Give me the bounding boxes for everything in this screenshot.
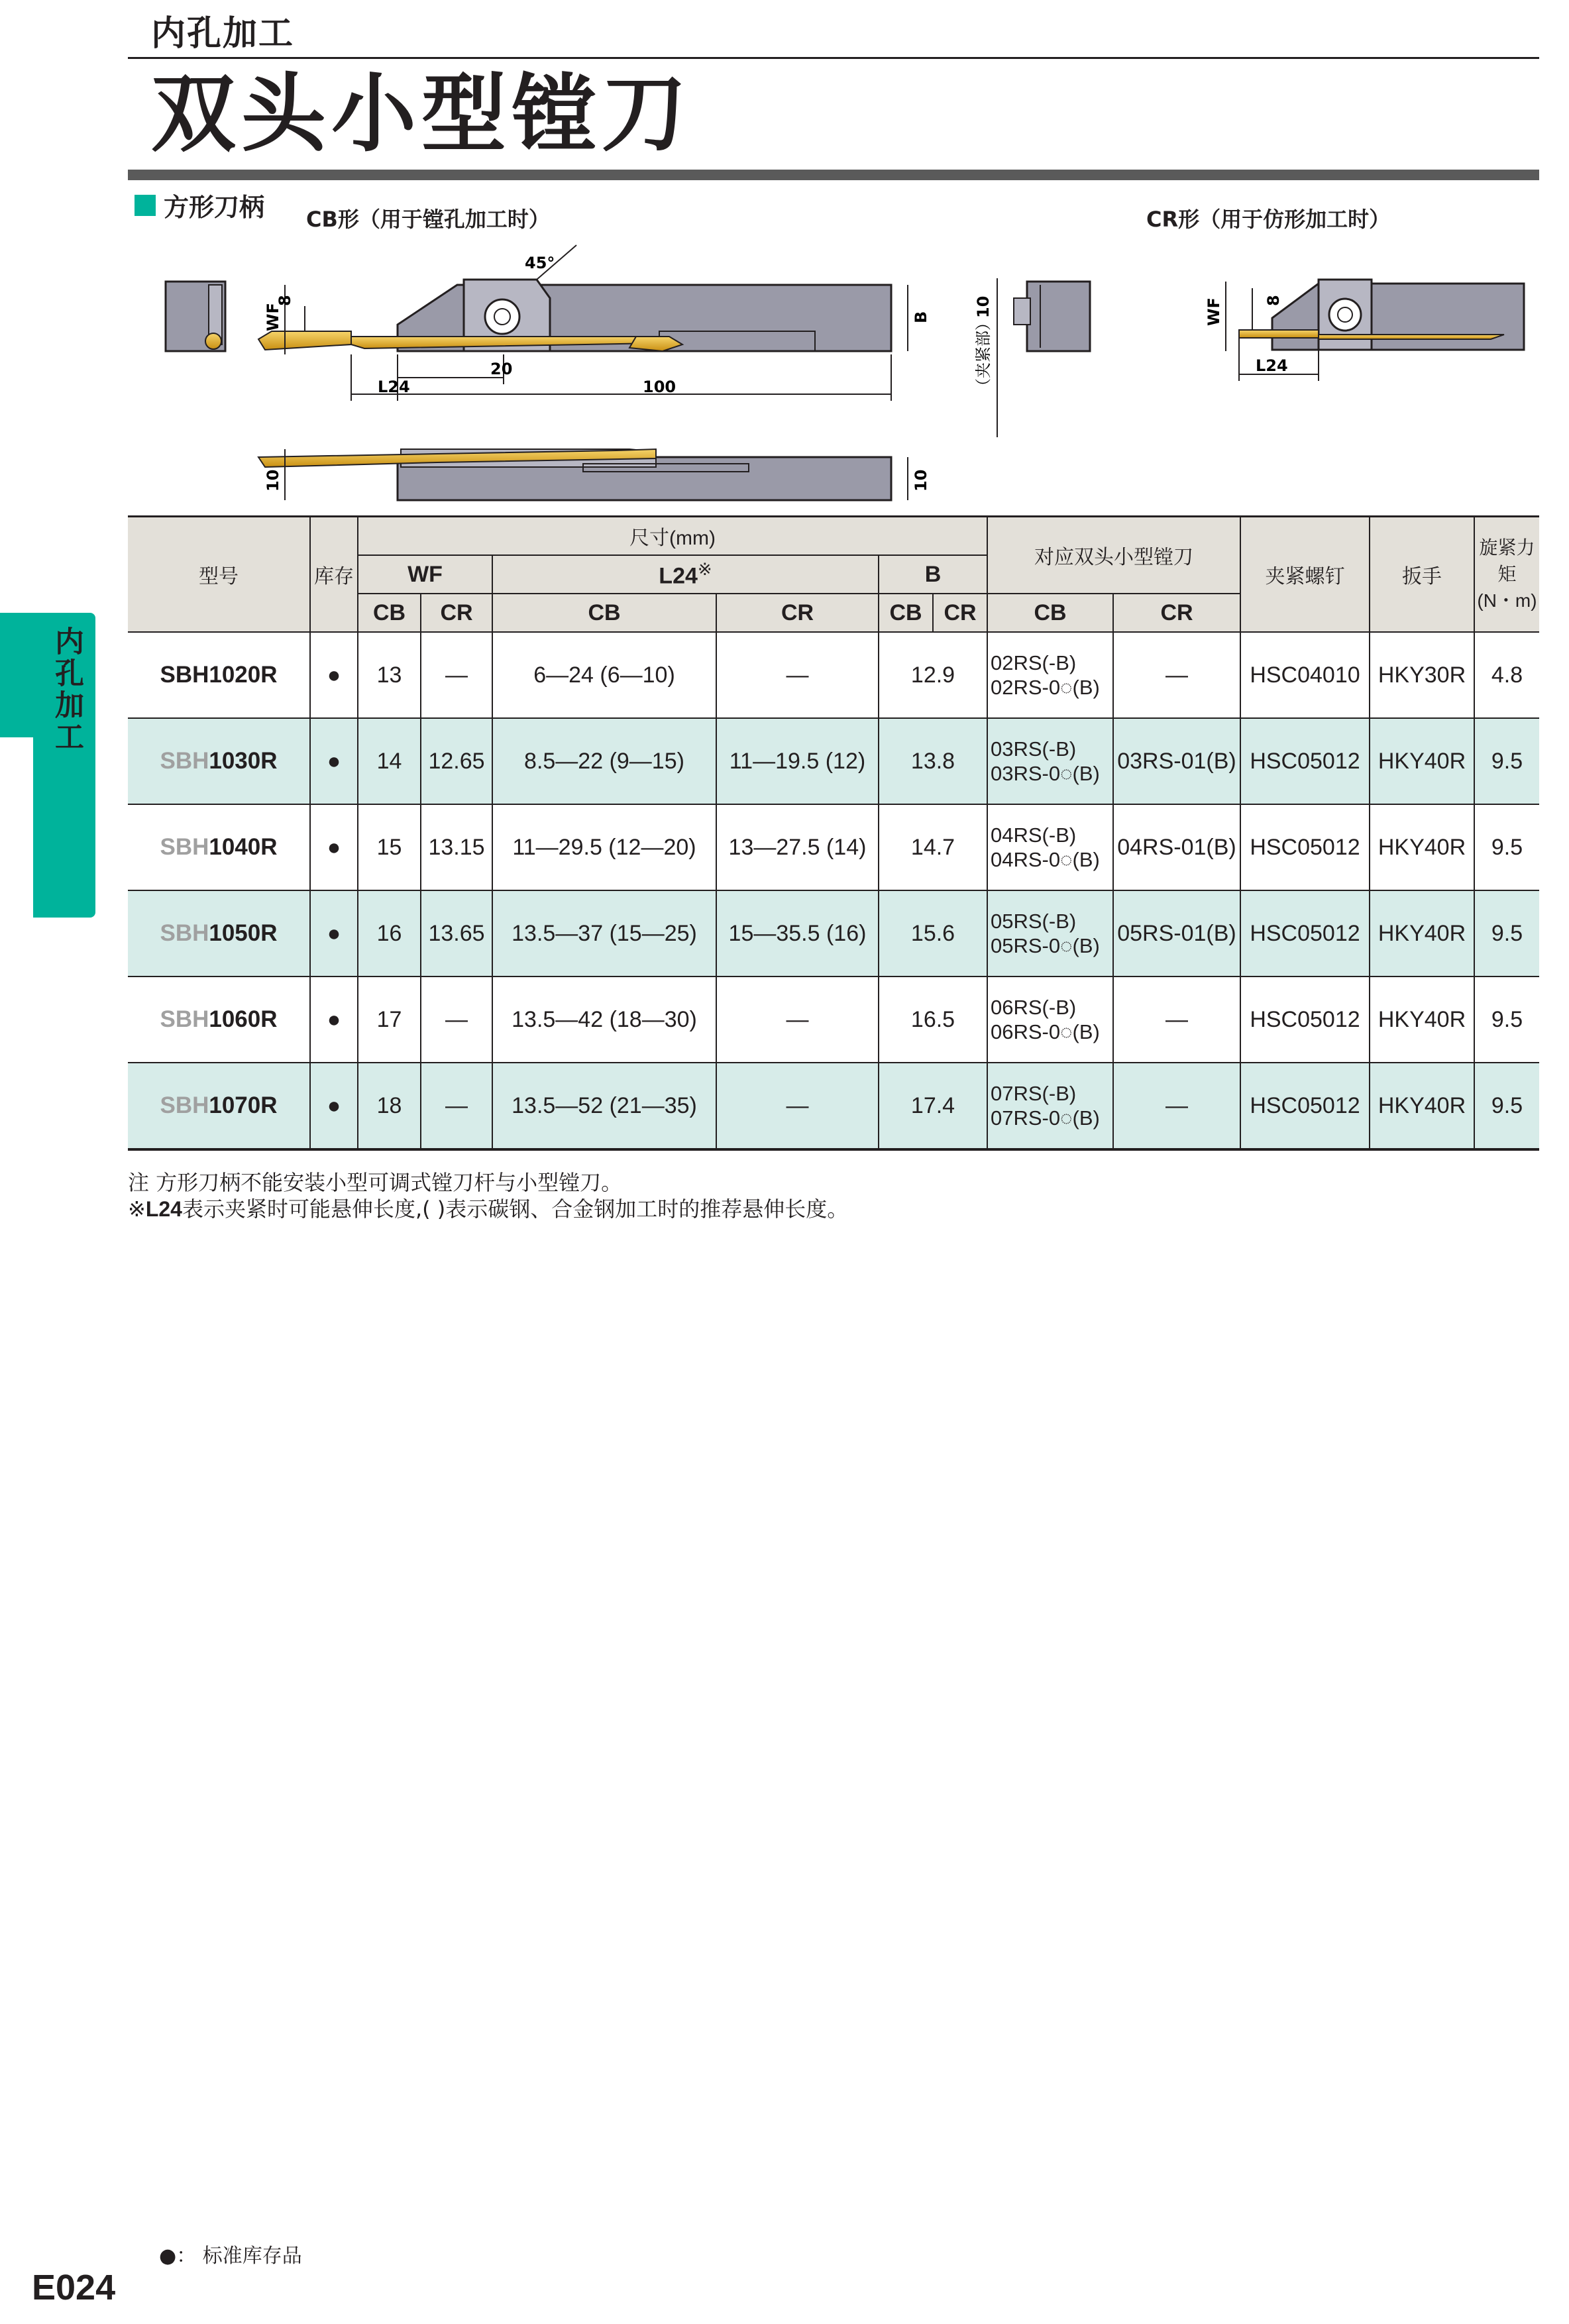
bars-cb xyxy=(987,804,1113,890)
note-2 xyxy=(128,1192,848,1223)
dim-8: 8 xyxy=(276,295,294,306)
col-wrench: 扳手 xyxy=(1370,517,1474,633)
bars-cb xyxy=(987,977,1113,1063)
wrench: HKY40R xyxy=(1370,977,1474,1063)
screw: HSC05012 xyxy=(1240,718,1370,804)
dim-l24: L24 xyxy=(378,378,410,396)
table-row xyxy=(128,804,1539,890)
page-number: E024 xyxy=(32,2268,116,2307)
bar-cb-1: 06RS(-B) xyxy=(991,996,1077,1019)
stock-dot: ● xyxy=(310,1063,358,1149)
note-2-mark: ※ xyxy=(128,1196,146,1222)
cr-dim-wf: WF xyxy=(1205,297,1223,326)
col-wf-cb: CB xyxy=(358,594,421,632)
dim-100: 100 xyxy=(643,378,676,396)
dim-b: B xyxy=(912,311,930,323)
header-rule xyxy=(128,57,1539,59)
top-view xyxy=(258,449,930,500)
bar-cb-1: 07RS(-B) xyxy=(991,1082,1077,1105)
col-bars-cb: CB xyxy=(987,594,1113,632)
model-cell xyxy=(128,804,310,890)
bars-cr: — xyxy=(1113,1063,1240,1149)
col-b-cr: CR xyxy=(933,594,987,632)
wf-cr: — xyxy=(421,977,492,1063)
col-torque xyxy=(1474,517,1539,633)
wf-cb: 14 xyxy=(358,718,421,804)
bars-cb xyxy=(987,890,1113,977)
table-row xyxy=(128,1063,1539,1149)
wrench: HKY40R xyxy=(1370,890,1474,977)
col-stock: 库存 xyxy=(310,517,358,633)
torque: 9.5 xyxy=(1474,804,1539,890)
torque: 9.5 xyxy=(1474,890,1539,977)
model-prefix: SBH xyxy=(160,748,209,774)
wf-cr: 13.15 xyxy=(421,804,492,890)
wf-cb: 15 xyxy=(358,804,421,890)
section-heading xyxy=(135,187,264,223)
model-prefix: SBH xyxy=(160,920,209,946)
wrench: HKY40R xyxy=(1370,1063,1474,1149)
l24-cb: 8.5—22 (9—15) xyxy=(492,718,716,804)
bars-cr: — xyxy=(1113,632,1240,718)
bar-cb-2: 07RS-0◌(B) xyxy=(991,1106,1100,1130)
model-cell xyxy=(128,718,310,804)
b-value: 12.9 xyxy=(879,632,987,718)
l24-cb: 13.5—37 (15—25) xyxy=(492,890,716,977)
col-l24 xyxy=(492,555,879,594)
bar-cb-1: 02RS(-B) xyxy=(991,651,1077,674)
wf-cr: — xyxy=(421,1063,492,1149)
bars-cb xyxy=(987,718,1113,804)
screw: HSC05012 xyxy=(1240,804,1370,890)
stock-dot: ● xyxy=(310,804,358,890)
stock-dot: ● xyxy=(310,977,358,1063)
wf-cr: 13.65 xyxy=(421,890,492,977)
stock-dot: ● xyxy=(310,718,358,804)
torque: 4.8 xyxy=(1474,632,1539,718)
note-1: 注 方形刀柄不能安装小型可调式镗刀杆与小型镗刀。 xyxy=(128,1170,623,1195)
screw: HSC05012 xyxy=(1240,977,1370,1063)
table-row xyxy=(128,977,1539,1063)
model-prefix: SBH xyxy=(160,1006,209,1032)
category-heading: 内孔加工 xyxy=(151,14,295,54)
model-suffix: 1040R xyxy=(209,834,278,860)
bar-cb-2: 02RS-0◌(B) xyxy=(991,676,1100,699)
cb-side-view xyxy=(258,245,930,401)
l24-cr: 13—27.5 (14) xyxy=(716,804,879,890)
note-2-bold: L24 xyxy=(145,1197,182,1221)
bar-cb-2: 05RS-0◌(B) xyxy=(991,934,1100,957)
wrench: HKY40R xyxy=(1370,718,1474,804)
l24-cr: — xyxy=(716,632,879,718)
note-2-text: 表示夹紧时可能悬伸长度,( )表示碳钢、合金钢加工时的推荐悬伸长度。 xyxy=(182,1196,849,1222)
dim-10: 10 xyxy=(974,295,993,318)
model-suffix: SBH1020R xyxy=(160,662,278,688)
l24-label: L24 xyxy=(659,563,698,589)
screw: HSC05012 xyxy=(1240,890,1370,977)
l24-mark: ※ xyxy=(697,559,712,580)
col-l24-cr: CR xyxy=(716,594,879,632)
angle-label: 45° xyxy=(525,254,555,272)
stock-dot: ● xyxy=(310,890,358,977)
torque: 9.5 xyxy=(1474,1063,1539,1149)
dim-wf: WF xyxy=(264,303,282,331)
side-tab-label: 内孔加工 xyxy=(50,626,83,753)
clamp-note: （夹紧部） xyxy=(974,315,993,394)
model-suffix: 1060R xyxy=(209,1006,278,1032)
dim-10-bottom: 10 xyxy=(264,469,282,492)
col-b-cb: CB xyxy=(879,594,933,632)
wrench: HKY40R xyxy=(1370,804,1474,890)
l24-cb: 11—29.5 (12—20) xyxy=(492,804,716,890)
col-bars-cr: CR xyxy=(1113,594,1240,632)
bars-cr: — xyxy=(1113,977,1240,1063)
bar-cb-1: 05RS(-B) xyxy=(991,910,1077,933)
page-title: 双头小型镗刀 xyxy=(151,65,692,164)
torque: 9.5 xyxy=(1474,977,1539,1063)
torque-label: 旋紧力矩 xyxy=(1479,537,1535,584)
wf-cb: 13 xyxy=(358,632,421,718)
l24-cb: 13.5—42 (18—30) xyxy=(492,977,716,1063)
model-cell xyxy=(128,1063,310,1149)
screw: HSC04010 xyxy=(1240,632,1370,718)
end-view-right xyxy=(974,278,1090,437)
model-cell xyxy=(128,977,310,1063)
torque-unit: (N・m) xyxy=(1477,590,1537,611)
side-tab-connector xyxy=(0,613,33,737)
l24-cb: 13.5—52 (21—35) xyxy=(492,1063,716,1149)
cr-dim-l24: L24 xyxy=(1256,356,1288,375)
col-screw: 夹紧螺钉 xyxy=(1240,517,1370,633)
col-wf-cr: CR xyxy=(421,594,492,632)
title-bar xyxy=(128,170,1539,180)
bars-cb xyxy=(987,632,1113,718)
l24-cr: 11—19.5 (12) xyxy=(716,718,879,804)
cr-side-view xyxy=(1205,280,1524,381)
bars-cr: 04RS-01(B) xyxy=(1113,804,1240,890)
screw: HSC05012 xyxy=(1240,1063,1370,1149)
cb-caption: CB形（用于镗孔加工时） xyxy=(306,207,550,232)
bars-cr: 03RS-01(B) xyxy=(1113,718,1240,804)
b-value: 13.8 xyxy=(879,718,987,804)
l24-cr: — xyxy=(716,977,879,1063)
cr-dim-8: 8 xyxy=(1264,295,1283,306)
section-label: 方形刀柄 xyxy=(164,193,265,222)
col-size: 尺寸(mm) xyxy=(358,517,987,556)
bar-cb-2: 04RS-0◌(B) xyxy=(991,848,1100,871)
l24-cb: 6—24 (6—10) xyxy=(492,632,716,718)
bar-cb-1: 03RS(-B) xyxy=(991,737,1077,761)
bar-cb-2: 03RS-0◌(B) xyxy=(991,762,1100,785)
l24-cr: 15—35.5 (16) xyxy=(716,890,879,977)
bars-cb xyxy=(987,1063,1113,1149)
l24-cr: — xyxy=(716,1063,879,1149)
col-l24-cb: CB xyxy=(492,594,716,632)
model-suffix: 1030R xyxy=(209,748,278,774)
wf-cb: 16 xyxy=(358,890,421,977)
col-bars: 对应双头小型镗刀 xyxy=(987,517,1240,594)
wrench: HKY30R xyxy=(1370,632,1474,718)
b-value: 16.5 xyxy=(879,977,987,1063)
bar-cb-2: 06RS-0◌(B) xyxy=(991,1020,1100,1043)
legend-text: ： 标准库存品 xyxy=(176,2245,302,2268)
cr-caption: CR形（用于仿形加工时） xyxy=(1146,207,1391,232)
model-cell xyxy=(128,890,310,977)
bar-cb-1: 04RS(-B) xyxy=(991,823,1077,847)
bars-cr: 05RS-01(B) xyxy=(1113,890,1240,977)
wf-cr: 12.65 xyxy=(421,718,492,804)
model-suffix: 1050R xyxy=(209,920,278,946)
model-prefix: SBH xyxy=(160,1092,209,1118)
wf-cb: 17 xyxy=(358,977,421,1063)
col-b: B xyxy=(879,555,987,594)
b-value: 17.4 xyxy=(879,1063,987,1149)
model-cell xyxy=(128,632,310,718)
table-row xyxy=(128,718,1539,804)
col-model: 型号 xyxy=(128,517,310,633)
stock-dot: ● xyxy=(310,632,358,718)
spec-table xyxy=(128,515,1539,1151)
model-prefix: SBH xyxy=(160,834,209,860)
legend-dot-icon: ● xyxy=(159,2245,177,2268)
torque: 9.5 xyxy=(1474,718,1539,804)
wf-cr: — xyxy=(421,632,492,718)
stock-legend xyxy=(159,2239,302,2268)
model-suffix: 1070R xyxy=(209,1092,278,1118)
b-value: 15.6 xyxy=(879,890,987,977)
table-row xyxy=(128,890,1539,977)
wf-cb: 18 xyxy=(358,1063,421,1149)
dim-20: 20 xyxy=(490,360,513,378)
section-square-icon xyxy=(135,195,156,216)
b-value: 14.7 xyxy=(879,804,987,890)
table-row xyxy=(128,632,1539,718)
col-wf: WF xyxy=(358,555,492,594)
end-view-left xyxy=(166,282,225,351)
dim-10-side: 10 xyxy=(912,469,930,492)
